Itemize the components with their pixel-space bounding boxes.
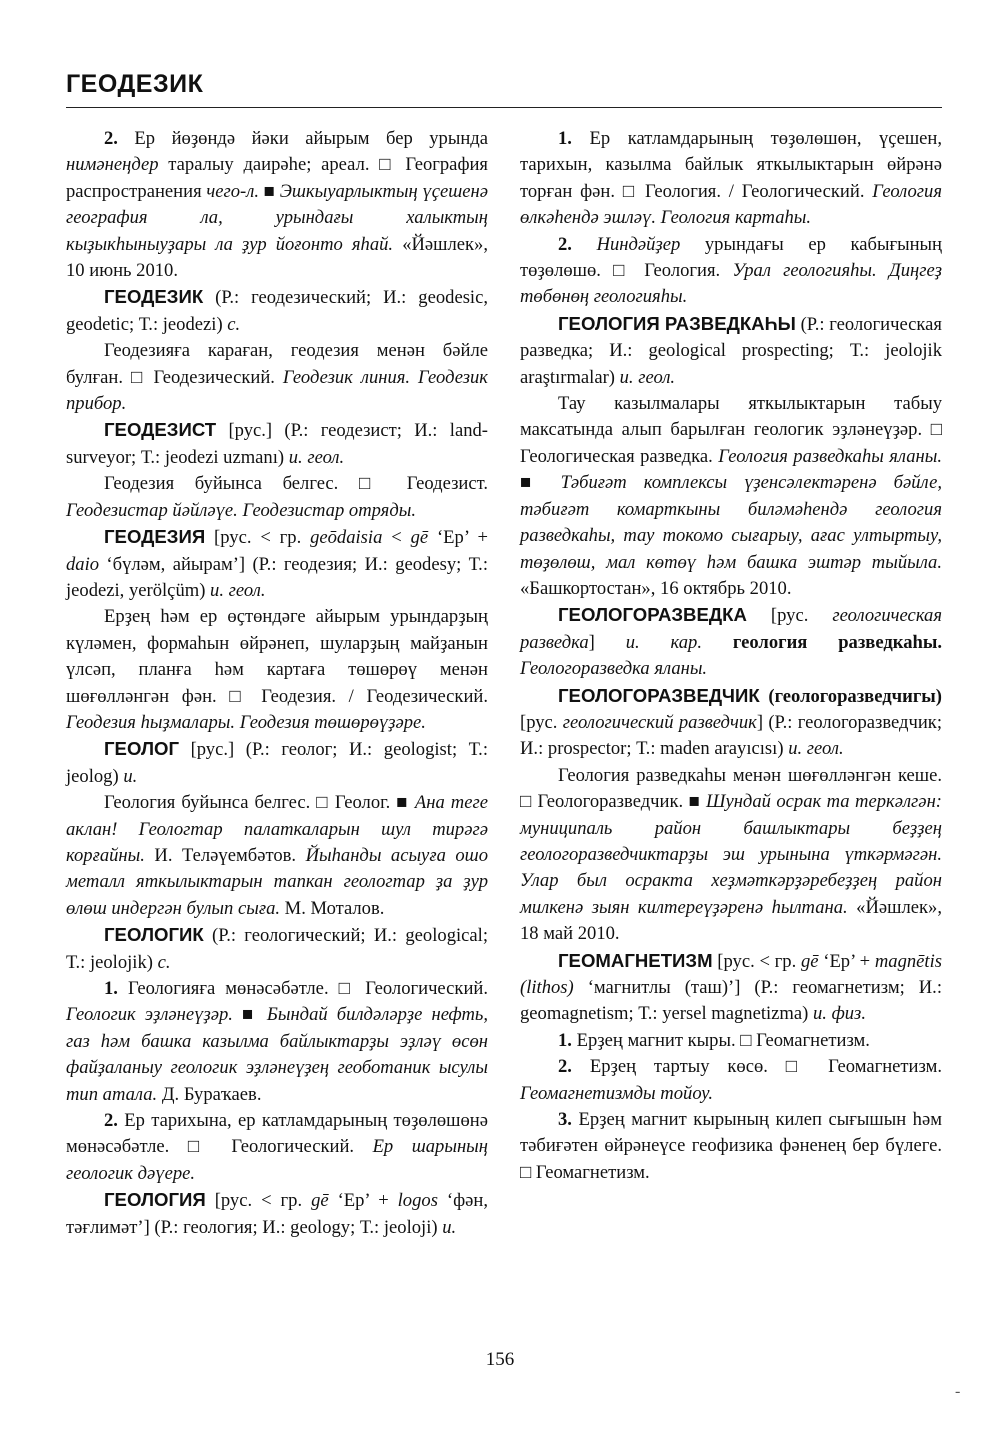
dictionary-paragraph: ГЕОЛОГОРАЗВЕДКА [рус. геологическая разведка] и. кар. геология разведкаһы. Геологоразведка яланы. [520,604,943,680]
corner-mark: - [955,1383,961,1400]
dictionary-paragraph: Геодезия буйынса белгес. □ Геодезист. Геодезистар йәйләүе. Геодезистар отряды. [66,473,488,521]
page-number: 156 [485,1349,515,1370]
dictionary-paragraph: 1. Ер катламдарының төҙөлөшөн, үҫешен, тарихын, казылма байлык яткылыктарын өйрәнә торған фән. □ Геология. / Геологический. Геология өлкәһендә эшләү. Геология картаһы. [520,128,942,229]
dictionary-paragraph: Геодезияға караған, геодезия менән бәйле булған. □ Геодезический. Геодезик линия. Геодезик прибор. [66,340,488,415]
left-column [66,126,488,1241]
dictionary-paragraph: ГЕОДЕЗИСТ [рус.] (Р.: геодезист; И.: land-surveyor; Т.: jeodezi uzmanı) и. геол. [66,419,488,468]
dictionary-paragraph: 2. Ниндәйҙер урындағы ер кабығының төҙөлөшө. □ Геология. Урал геологияһы. Диңгеҙ төбөнөң геологияһы. [520,233,942,308]
running-head: ГЕОДЕЗИК [66,70,204,98]
dictionary-paragraph: ГЕОЛОГ [рус.] (Р.: геолог; И.: geologist; Т.: jeolog) и. [66,738,488,787]
right-column [520,126,942,1186]
dictionary-paragraph: ГЕОМАГНЕТИЗМ [рус. < гр. gē ‘Ер’ + magnētis (lithos) ‘магнитлы (таш)’] (Р.: геомагнетизм; И.: geomagnetism; Т.: yersel magnetizma) и. физ. [520,949,942,1025]
dictionary-paragraph: 1. Геологияға мөнәсәбәтле. □ Геологический. Геологик эҙләнеүҙәр. ■ Бындай билдәләрҙе нефть, газ һәм башка казылма байлыктарҙы эҙләү өсөн файҙаланыу геологик эҙләнеүҙең геоботаник ысулы тип атала. Д. Бураҡаев. [66,978,489,1105]
dictionary-paragraph: 2. Ерҙең тартыу көсө. □ Геомагнетизм. Геомагнетизмды тойоу. [520,1056,942,1104]
dictionary-paragraph: ГЕОЛОГИЯ РАЗВЕДКАҺЫ (Р.: геологическая разведка; И.: geological prospecting; Т.: jeolojik araştırmalar) и. геол. [520,312,942,388]
dictionary-paragraph: Ерҙең һәм ер өҫтөндәге айырым урындарҙың күләмен, формаһын өйрәнеп, шуларҙың майҙанын үлсәп, планға һәм картаға төшөрөү менән шөғөлләнгән фән. □ Геодезия. / Геодезический. Геодезия һыҙмалары. Геодезия төшөрөүҙәре. [66,606,488,733]
dictionary-paragraph: Геология буйынса белгес. □ Геолог. ■ Ана теге аклан! Геологтар палаткаларын шул тирәгә корғайны. И. Теләүембәтов. Йыһанды асыуға ошо металл яткылыктарын тапкан геологтар ҙа ҙур өлөш индергән булып сыға. М. Моталов. [66,792,489,919]
dictionary-paragraph: ГЕОЛОГИК (Р.: геологический; И.: geological; Т.: jeolojik) с. [66,924,488,973]
dictionary-paragraph: 2. Ер йөҙөндә йәки айырым бер урында нимәнеңдер таралыу даирәһе; ареал. □ География распространения чего-л. ■ Эшкыуарлыктың үҫешенә география ла, урындағы халыктың кыҙыкһыныуҙары ла ҙур йоғонто яһай. «Йәшлек», 10 июнь 2010. [66,128,489,282]
dictionary-paragraph: ГЕОДЕЗИК (Р.: геодезический; И.: geodesic, geodetic; Т.: jeodezi) с. [66,286,488,335]
dictionary-paragraph: ГЕОЛОГИЯ [рус. < гр. gē ‘Ер’ + logos ‘фән, тәғлимәт’] (Р.: геология; И.: geology; Т.: jeoloji) и. [66,1189,488,1238]
dictionary-paragraph: Тау казылмалары яткылыктарын табыу максатында алып барылған геологик эҙләнеүҙәр. □ Геологическая разведка. Геология разведкаһы яланы. ■ Тәбиғәт комплексы үҙенсәлектәренә бәйле, тәбиғәт комарткыны биләмәһендә геология разведкаһы, тау токомо сығарыу, ағас ултыртыу, төҙөлөш, мал көтөү һәм башка эштәр тыйыла. «Башкортостан», 16 октябрь 2010. [520,393,943,599]
dictionary-paragraph: 3. Ерҙең магнит кырының килеп сығышын һәм тәбиғәтен өйрәнеүсе геофизика фәненең бер бүлеге. □ Геомагнетизм. [520,1109,942,1183]
header-rule [66,107,942,108]
dictionary-paragraph: ГЕОЛОГОРАЗВЕДЧИК (геологоразведчигы) [рус. геологический разведчик] (Р.: геологоразведчик; И.: prospector; Т.: maden arayıcısı) и. геол. [520,684,942,760]
dictionary-paragraph: 2. Ер тарихына, ер катламдарының төҙөлөшөнә мөнәсәбәтле. □ Геологический. Ер шарының геологик дәүере. [66,1110,488,1184]
dictionary-paragraph: 1. Ерҙең магнит кыры. □ Геомагнетизм. [558,1029,870,1051]
dictionary-paragraph: ГЕОДЕЗИЯ [рус. < гр. geōdaisia < gē ‘Ер’ + daio ‘бүләм, айырам’] (Р.: геодезия; И.: geodesy; Т.: jeodezi, yerölçüm) и. геол. [66,526,488,601]
dictionary-paragraph: Геология разведкаһы менән шөғөлләнгән кеше. □ Геологоразведчик. ■ Шундай осрак та теркәлгән: муниципаль район башлыктары беҙҙең геологоразведчиктарҙы эш урынына үткәрмәгән. Улар был осракта хеҙмәткәрҙәребеҙҙең район милкенә зыян килтереүҙәренә һылтана. «Йәшлек», 18 май 2010. [520,764,942,945]
